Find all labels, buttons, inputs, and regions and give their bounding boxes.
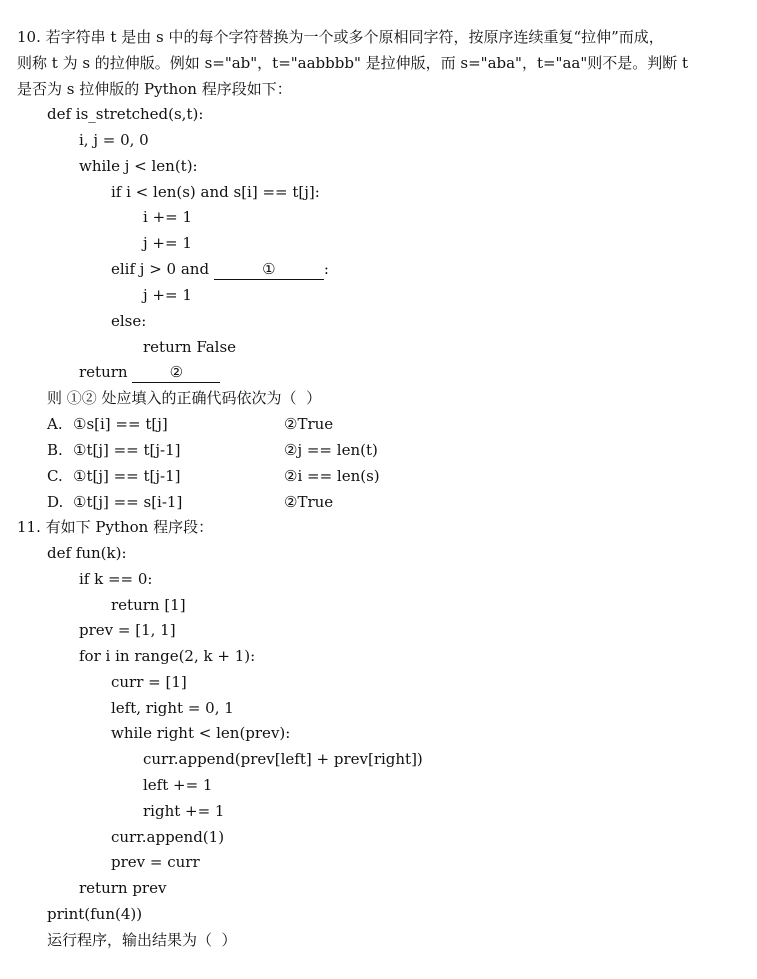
q10-option-a-second: ②True [284, 415, 334, 433]
q11-code-line: curr.append(1) [111, 828, 225, 846]
q10-stem-text-1: 若字符串 t 是由 s 中的每个字符替换为一个或多个原相同字符，按原序连续重复“拉伸”而成， [45, 28, 664, 46]
q10-stem-line-2: 则称 t 为 s 的拉伸版。例如 s="ab"，t="aabbbb" 是拉伸版，而 s="aba"，t="aa"则不是。判断 t [17, 54, 689, 72]
q10-code-inc-j2: j += 1 [143, 286, 192, 304]
q10-option-a-letter: A. [47, 415, 63, 433]
q10-code-inc-i: i += 1 [143, 208, 193, 226]
q10-number: 10. [17, 28, 41, 46]
q10-elif-suffix: : [323, 260, 329, 278]
q11-code-line: def fun(k): [47, 544, 127, 562]
q11-code-line: left, right = 0, 1 [111, 699, 234, 717]
q10-code-def: def is_stretched(s,t): [47, 105, 204, 123]
q10-code-elif [111, 259, 329, 280]
q10-option-d-first: ①t[j] == s[i-1] [73, 493, 183, 511]
q11-question: 运行程序，输出结果为（ ） [47, 931, 237, 949]
q10-blank-2: ② [132, 362, 220, 383]
q10-code-init: i, j = 0, 0 [79, 131, 149, 149]
q10-blank-1: ① [214, 259, 324, 280]
q10-stem-line-1 [17, 27, 664, 47]
q10-elif-prefix: elif j > 0 and [111, 260, 214, 278]
q10-return-prefix: return [79, 363, 133, 381]
q11-code-line: for i in range(2, k + 1): [79, 647, 256, 665]
q10-code-else: else: [111, 312, 147, 330]
q10-code-while: while j < len(t): [79, 157, 198, 175]
q10-code-return [79, 362, 220, 383]
q10-option-c-second: ②i == len(s) [284, 467, 380, 485]
q11-code-line: while right < len(prev): [111, 724, 291, 742]
q10-code-return-false: return False [143, 338, 237, 356]
q10-option-c-first: ①t[j] == t[j-1] [73, 467, 181, 485]
q10-option-b-first: ①t[j] == t[j-1] [73, 441, 181, 459]
q10-option-d-letter: D. [47, 493, 64, 511]
q10-code-inc-j: j += 1 [143, 234, 192, 252]
q10-question: 则 ①② 处应填入的正确代码依次为（ ） [47, 389, 322, 407]
q11-code-line: return prev [79, 879, 167, 897]
q10-option-c-letter: C. [47, 467, 63, 485]
q11-stem: 11. 有如下 Python 程序段： [17, 518, 214, 536]
q11-code-line: curr.append(prev[left] + prev[right]) [143, 750, 423, 768]
q10-code-if: if i < len(s) and s[i] == t[j]: [111, 183, 320, 201]
q10-option-b-second: ②j == len(t) [284, 441, 378, 459]
q11-code-line: right += 1 [143, 802, 225, 820]
q10-option-d-second: ②True [284, 493, 334, 511]
q10-option-b-letter: B. [47, 441, 63, 459]
q11-code-line: curr = [1] [111, 673, 187, 691]
q11-code-line: print(fun(4)) [47, 905, 143, 923]
q10-stem-line-3: 是否为 s 拉伸版的 Python 程序段如下： [17, 80, 292, 98]
q11-code-line: prev = [1, 1] [79, 621, 176, 639]
q11-code-line: return [1] [111, 596, 186, 614]
q10-option-a-first: ①s[i] == t[j] [73, 415, 168, 433]
q11-code-line: left += 1 [143, 776, 213, 794]
q11-code-line: prev = curr [111, 853, 200, 871]
q11-code-line: if k == 0: [79, 570, 153, 588]
